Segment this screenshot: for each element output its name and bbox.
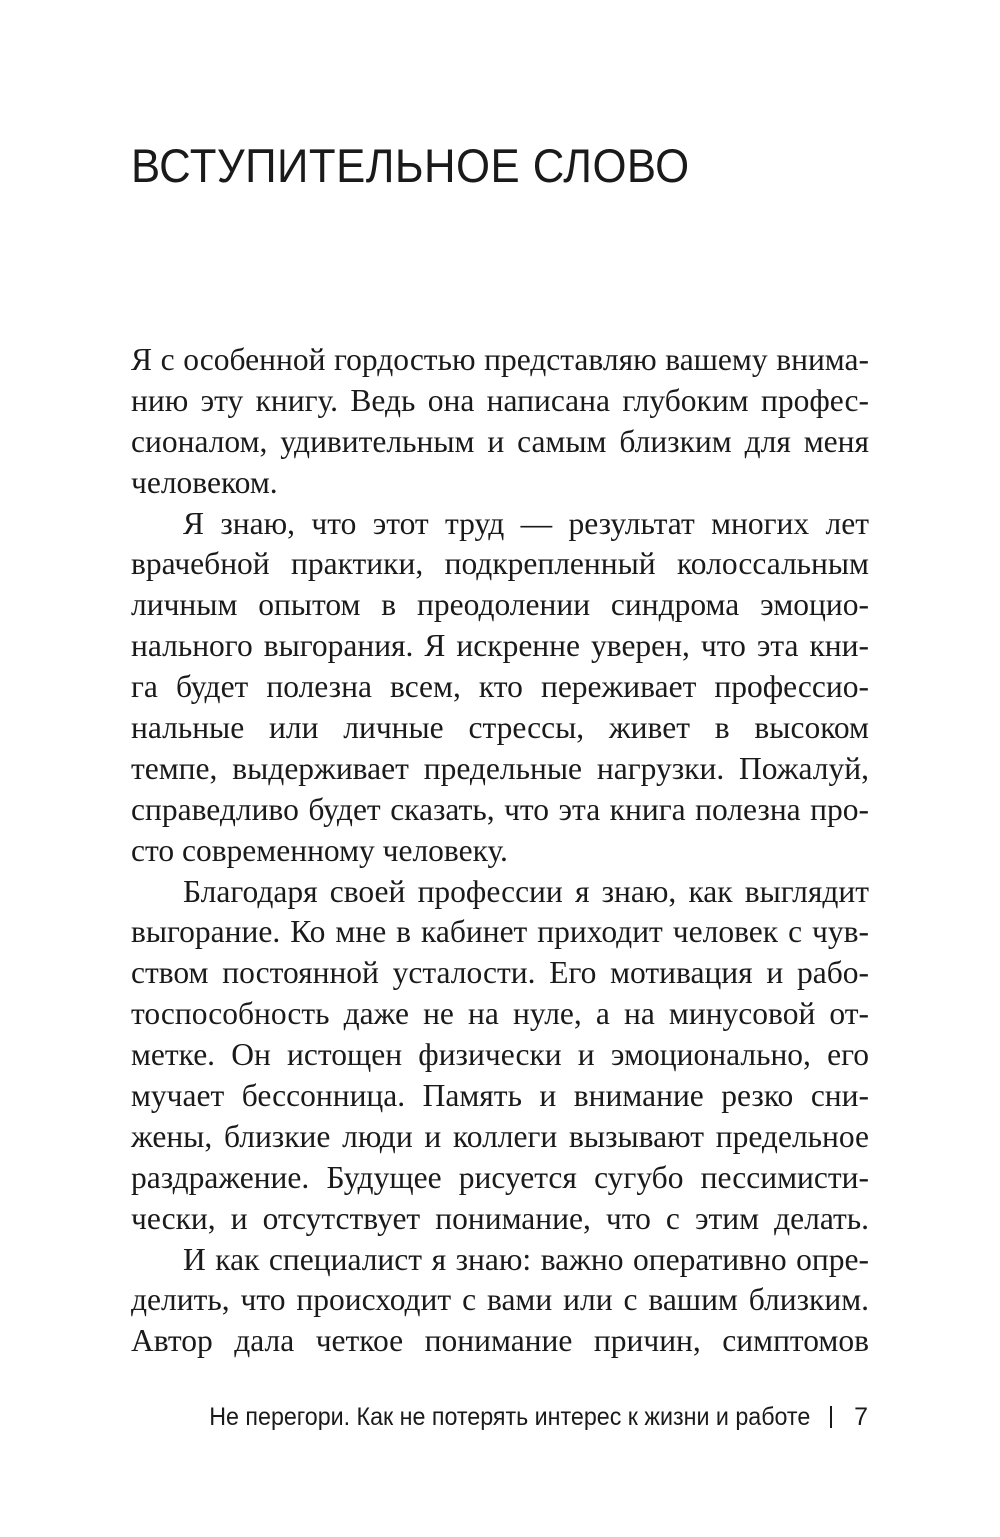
text-line: раздражение. Будущее рисуется сугубо пессимисти- [131, 1159, 869, 1195]
body-text [131, 340, 869, 1362]
text-line: жены, близкие люди и коллеги вызывают предельное [131, 1118, 869, 1154]
text-line: делить, что происходит с вами или с вашим близким. [131, 1282, 869, 1318]
text-line: выгорание. Ко мне в кабинет приходит человек с чув- [131, 914, 869, 950]
chapter-title: ВСТУПИТЕЛЬНОЕ СЛОВО [131, 139, 690, 192]
text-line: тоспособность даже не на нуле, а на минусовой от- [131, 996, 869, 1032]
text-line: темпе, выдерживает предельные нагрузки. Пожалуй, [131, 750, 869, 786]
text-line: ством постоянной усталости. Его мотивация и рабо- [131, 955, 869, 991]
page-number: 7 [854, 1403, 868, 1431]
text-line: мучает бессонница. Память и внимание резко сни- [131, 1078, 869, 1114]
text-line: врачебной практики, подкрепленный колоссальным [131, 546, 869, 582]
text-line: нальные или личные стрессы, живет в высоком [131, 710, 869, 746]
text-line: Я с особенной гордостью представляю вашему внима- [131, 342, 869, 377]
text-line: Я знаю, что этот труд — результат многих лет [183, 505, 869, 541]
text-line: сионалом, удивительным и самым близким для меня [131, 423, 869, 459]
text-line: нального выгорания. Я искренне уверен, что эта кни- [131, 628, 869, 664]
running-footer [0, 1402, 868, 1432]
text-line: чески, и отсутствует понимание, что с этим делать. [131, 1200, 869, 1236]
footer-separator [830, 1406, 832, 1428]
text-line: га будет полезна всем, кто переживает профессио- [131, 669, 869, 705]
text-line: личным опытом в преодолении синдрома эмоцио- [131, 587, 869, 623]
text-line: Автор дала четкое понимание причин, симптомов [131, 1323, 869, 1359]
footer-book-title: Не перегори. Как не потерять интерес к жизни и работе [209, 1403, 811, 1431]
text-line: человеком. [131, 464, 278, 500]
text-line: Благодаря своей профессии я знаю, как выглядит [183, 873, 869, 909]
text-line: нию эту книгу. Ведь она написана глубоким профес- [131, 382, 869, 418]
text-line: И как специалист я знаю: важно оперативно опре- [183, 1241, 869, 1277]
text-line: сто современному человеку. [131, 832, 508, 868]
text-line: метке. Он истощен физически и эмоционально, его [131, 1037, 869, 1073]
text-line: справедливо будет сказать, что эта книга полезна про- [131, 791, 869, 827]
